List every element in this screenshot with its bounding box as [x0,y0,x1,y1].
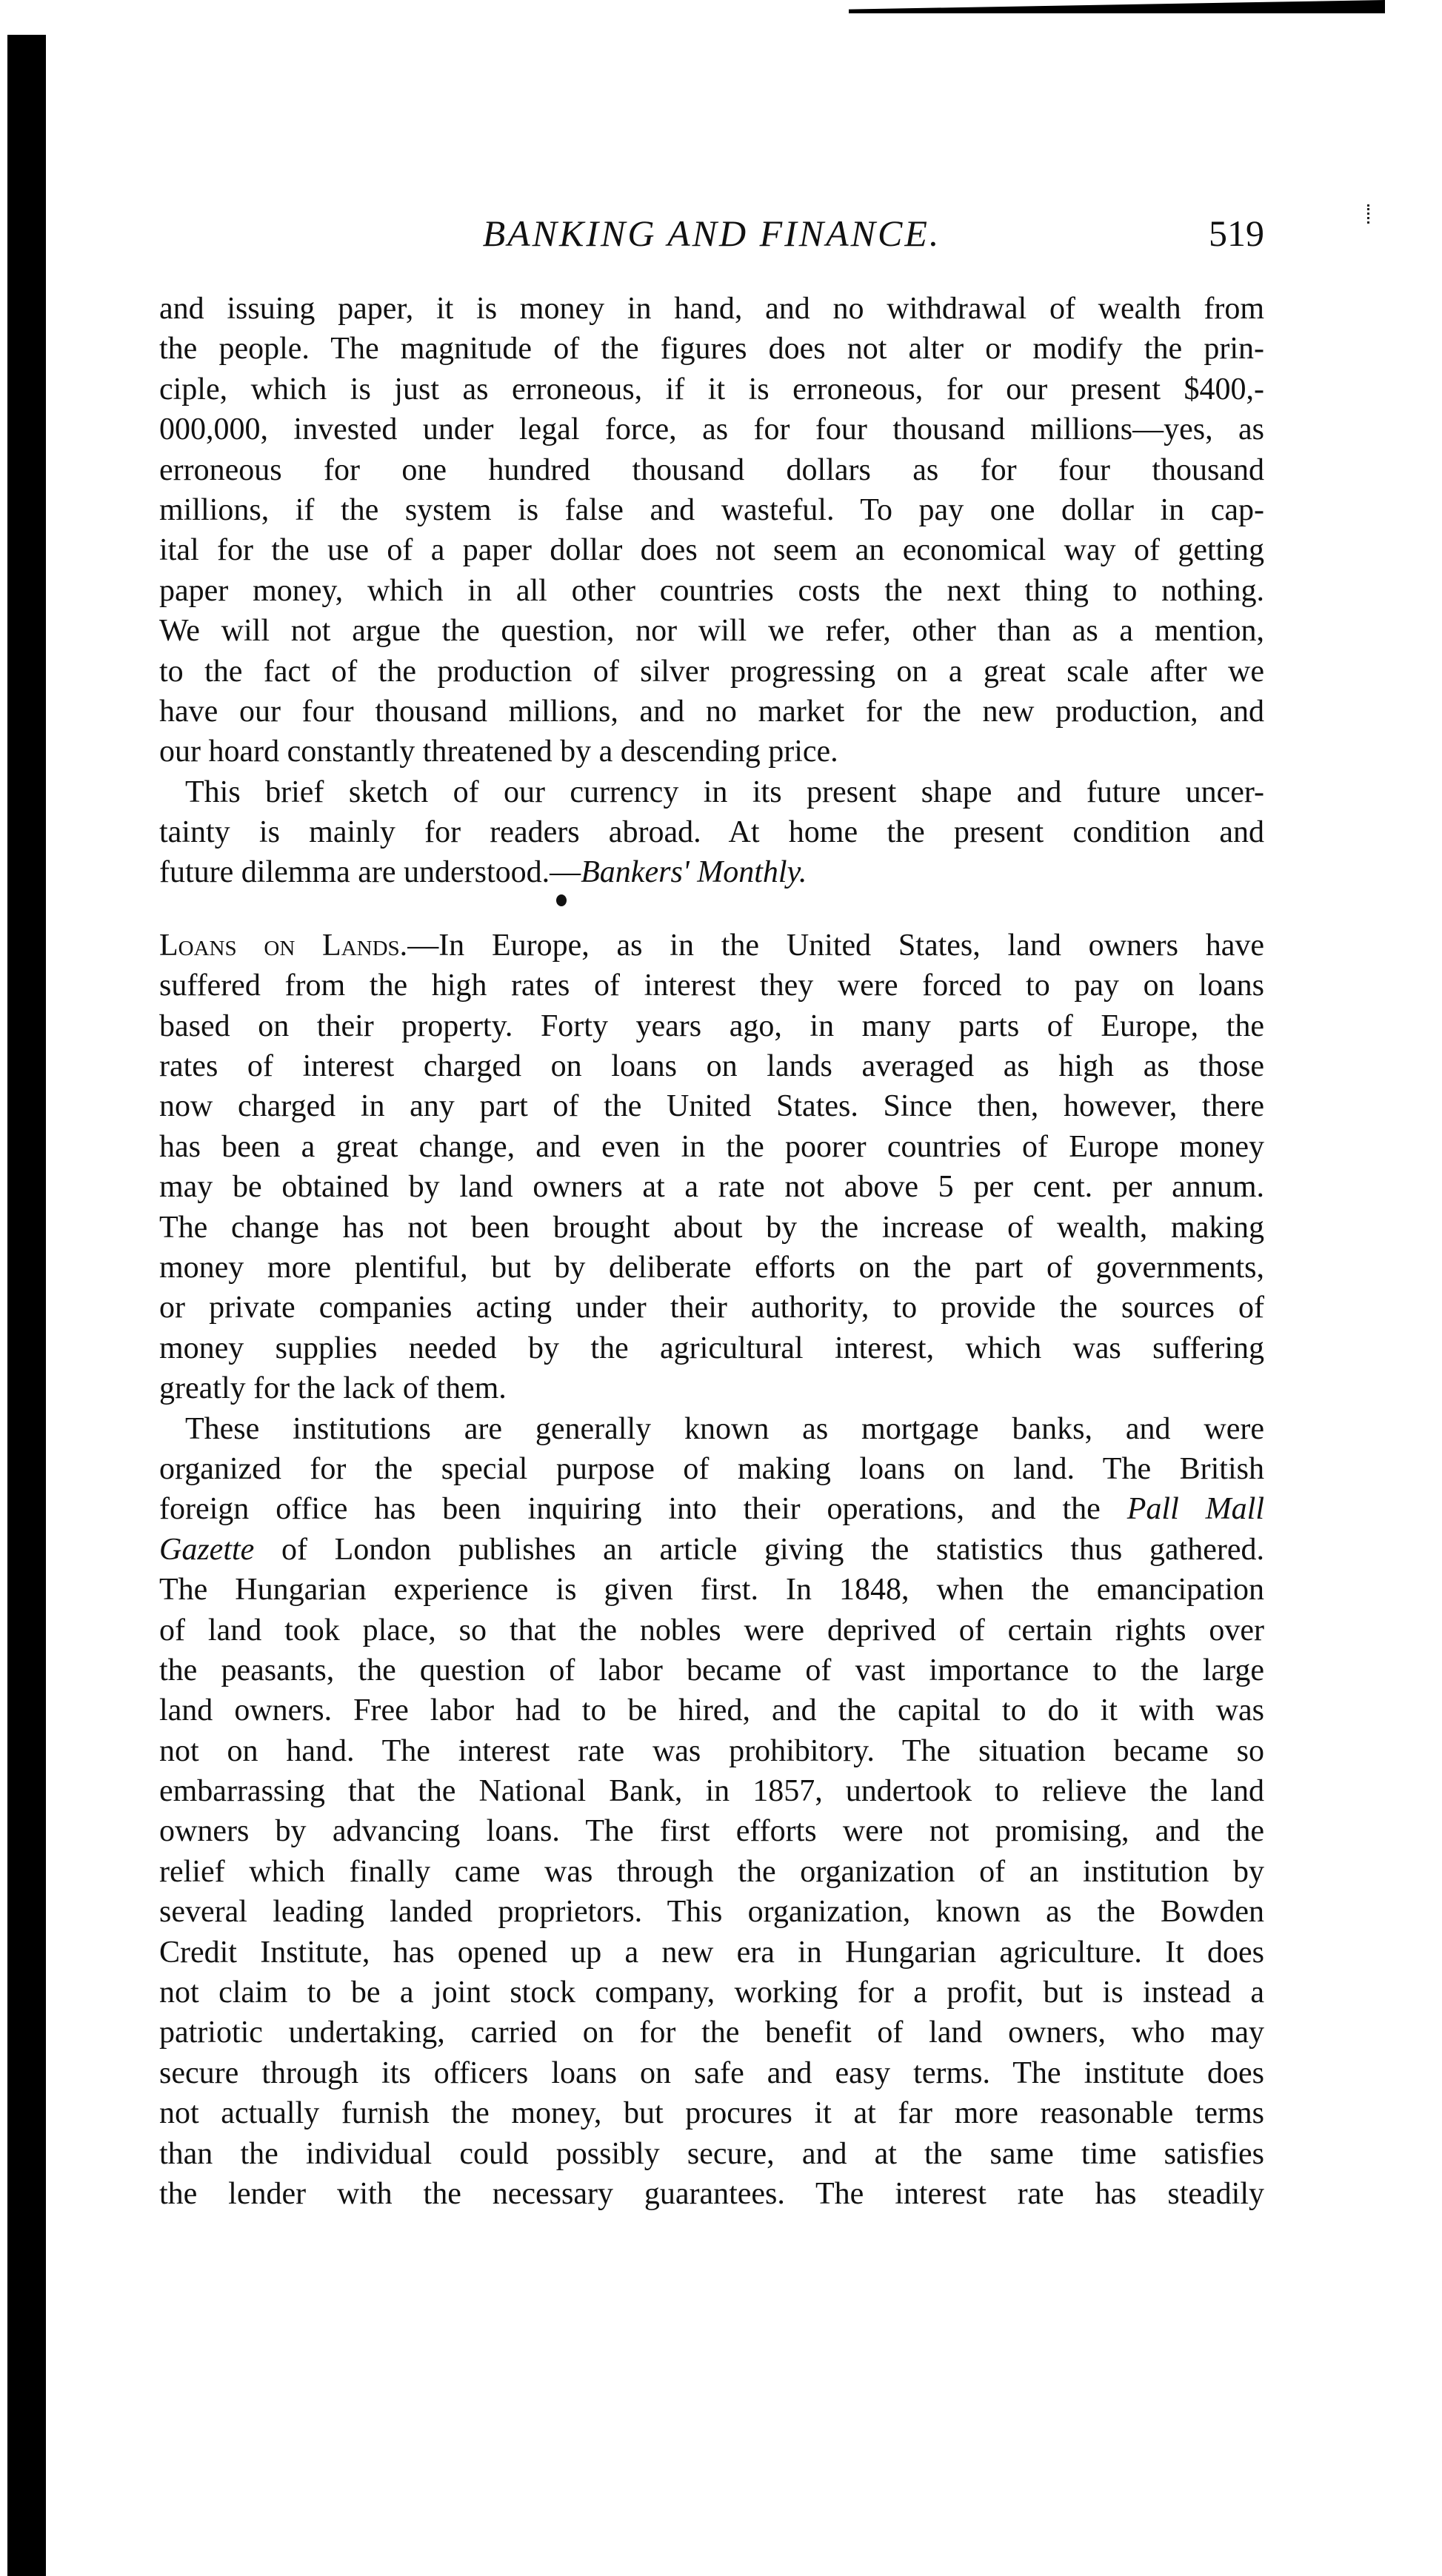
paragraph [159,289,1264,772]
text-line: not on hand. The interest rate was prohibitory. The situation became so [159,1733,1264,1768]
text-line: patriotic undertaking, carried on for the benefit of land owners, who may [159,2015,1264,2050]
section-separator [159,893,1264,926]
text-line: or private companies acting under their authority, to provide the sources of [159,1291,1264,1325]
section-heading: Loans on Lands. [159,928,408,963]
text-line [159,1489,1264,1529]
text-line: our hoard constantly threatened by a descending price. [159,735,838,769]
text-line: money supplies needed by the agricultural interest, which was suffering [159,1331,1264,1365]
text-line: These institutions are generally known as mortgage banks, and were [185,1411,1264,1446]
page-header [159,212,1264,264]
text-segment: future dilemma are understood.— [159,855,581,890]
text-line: 000,000, invested under legal force, as for four thousand millions—yes, as [159,412,1264,447]
text-line: The change has not been brought about by the increase of wealth, making [159,1210,1264,1245]
text-line: suffered from the high rates of interest they were forced to pay on loans [159,968,1264,1003]
text-line [159,1530,1264,1570]
text-line [159,852,1264,892]
scan-edge-top-bar [849,0,1385,13]
text-line: owners by advancing loans. The first efforts were not promising, and the [159,1814,1264,1849]
text-line: based on their property. Forty years ago, in many parts of Europe, the [159,1008,1264,1043]
paragraph [159,772,1264,893]
scan-speck-marks [1367,204,1372,224]
text-line: Credit Institute, has opened up a new era in Hungarian agriculture. It does [159,1935,1264,1970]
text-line: to the fact of the production of silver progressing on a great scale after we [159,654,1264,689]
scan-edge-left-bar [7,35,46,2576]
text-line: and issuing paper, it is money in hand, and no withdrawal of wealth from [159,292,1264,326]
article-body [159,289,1264,2214]
paragraph [159,1409,1264,2215]
italic-text: Gazette [159,1532,255,1567]
text-line: secure through its officers loans on safe and easy terms. The institute does [159,2055,1264,2090]
text-line: ciple, which is just as erroneous, if it is erroneous, for our present $400,- [159,372,1264,407]
italic-text: Bankers' Monthly. [581,855,807,890]
text-line: This brief sketch of our currency in its present shape and future uncer- [185,775,1264,809]
text-line: rates of interest charged on loans on lands averaged as high as those [159,1049,1264,1084]
text-line: the peasants, the question of labor became of vast importance to the large [159,1653,1264,1687]
text-line: relief which finally came was through the organization of an institution by [159,1854,1264,1889]
text-line: has been a great change, and even in the poorer countries of Europe money [159,1129,1264,1164]
text-line [159,926,1264,966]
text-line: may be obtained by land owners at a rate not above 5 per cent. per annum. [159,1170,1264,1205]
text-line: millions, if the system is false and wasteful. To pay one dollar in cap- [159,492,1264,527]
text-line: paper money, which in all other countries costs the next thing to nothing. [159,573,1264,608]
running-title: BANKING AND FINANCE. [482,213,941,254]
text-line: several leading landed proprietors. This organization, known as the Bowden [159,1895,1264,1930]
text-line: land owners. Free labor had to be hired, and the capital to do it with was [159,1693,1264,1728]
text-segment: —In Europe, as in the United States, land owners have [407,928,1264,963]
text-line: the people. The magnitude of the figures does not alter or modify the prin- [159,332,1264,367]
italic-text: Pall Mall [1126,1492,1264,1527]
text-line: organized for the special purpose of making loans on land. The British [159,1451,1264,1486]
text-line: ital for the use of a paper dollar does not seem an economical way of getting [159,533,1264,568]
text-line: embarrassing that the National Bank, in 1857, undertook to relieve the land [159,1774,1264,1809]
text-line: not actually furnish the money, but procures it at far more reasonable terms [159,2096,1264,2131]
text-line: have our four thousand millions, and no market for the new production, and [159,694,1264,729]
bullet-ornament-icon [556,894,567,906]
text-line: tainty is mainly for readers abroad. At home the present condition and [159,815,1264,850]
text-line: greatly for the lack of them. [159,1371,507,1406]
text-segment: foreign office has been inquiring into their operations, and the [159,1492,1127,1527]
text-line: the lender with the necessary guarantees. The interest rate has steadily [159,2176,1264,2211]
text-line: erroneous for one hundred thousand dollars as for four thousand [159,452,1264,487]
text-line: We will not argue the question, nor will we refer, other than as a mention, [159,614,1264,649]
text-line: of land took place, so that the nobles were deprived of certain rights over [159,1613,1264,1647]
text-segment: of London publishes an article giving the statistics thus gathered. [254,1532,1264,1567]
text-line: now charged in any part of the United States. Since then, however, there [159,1089,1264,1124]
text-line: not claim to be a joint stock company, working for a profit, but is instead a [159,1976,1264,2010]
text-line: money more plentiful, but by deliberate efforts on the part of governments, [159,1250,1264,1285]
paragraph [159,926,1264,1409]
page-number: 519 [1209,213,1264,254]
text-line: than the individual could possibly secure, and at the same time satisfies [159,2136,1264,2171]
text-line: The Hungarian experience is given first. In 1848, when the emancipation [159,1573,1264,1608]
